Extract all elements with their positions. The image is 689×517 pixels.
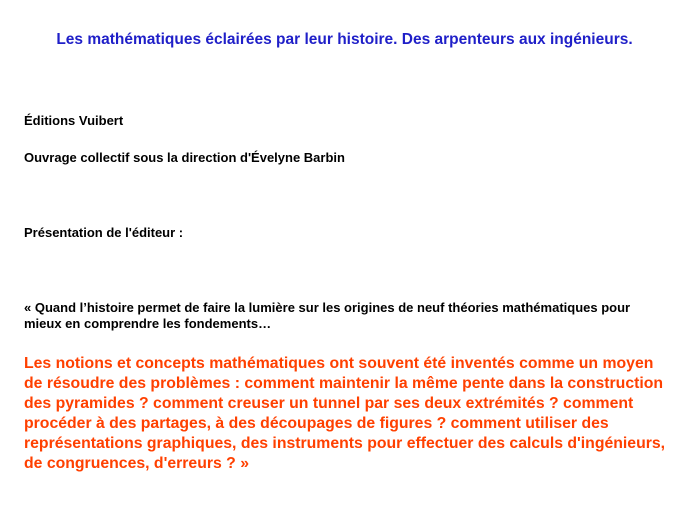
presentation-label: Présentation de l'éditeur : — [24, 225, 184, 240]
quote-intro: « Quand l’histoire permet de faire la lumière sur les origines de neuf théories mathématiques pour mieux en comprendre les fondements… — [24, 300, 631, 331]
page-title: Les mathématiques éclairées par leur histoire. Des arpenteurs aux ingénieurs. — [56, 31, 633, 48]
authors: Ouvrage collectif sous la direction d'Évelyne Barbin — [24, 150, 345, 165]
highlight-paragraph: Les notions et concepts mathématiques ont souvent été inventés comme un moyen de résoudre des problèmes : comment maintenir la même pente dans la construction des pyramides ? comment creuser un tunnel par ses deux extrémités ? comment procéder à des partages, à des découpages de figures ? comment utiliser des représentations graphiques, des instruments pour effectuer des calculs d'ingénieurs, de congruences, d'erreurs ? » — [24, 355, 666, 472]
publisher: Éditions Vuibert — [24, 113, 124, 128]
